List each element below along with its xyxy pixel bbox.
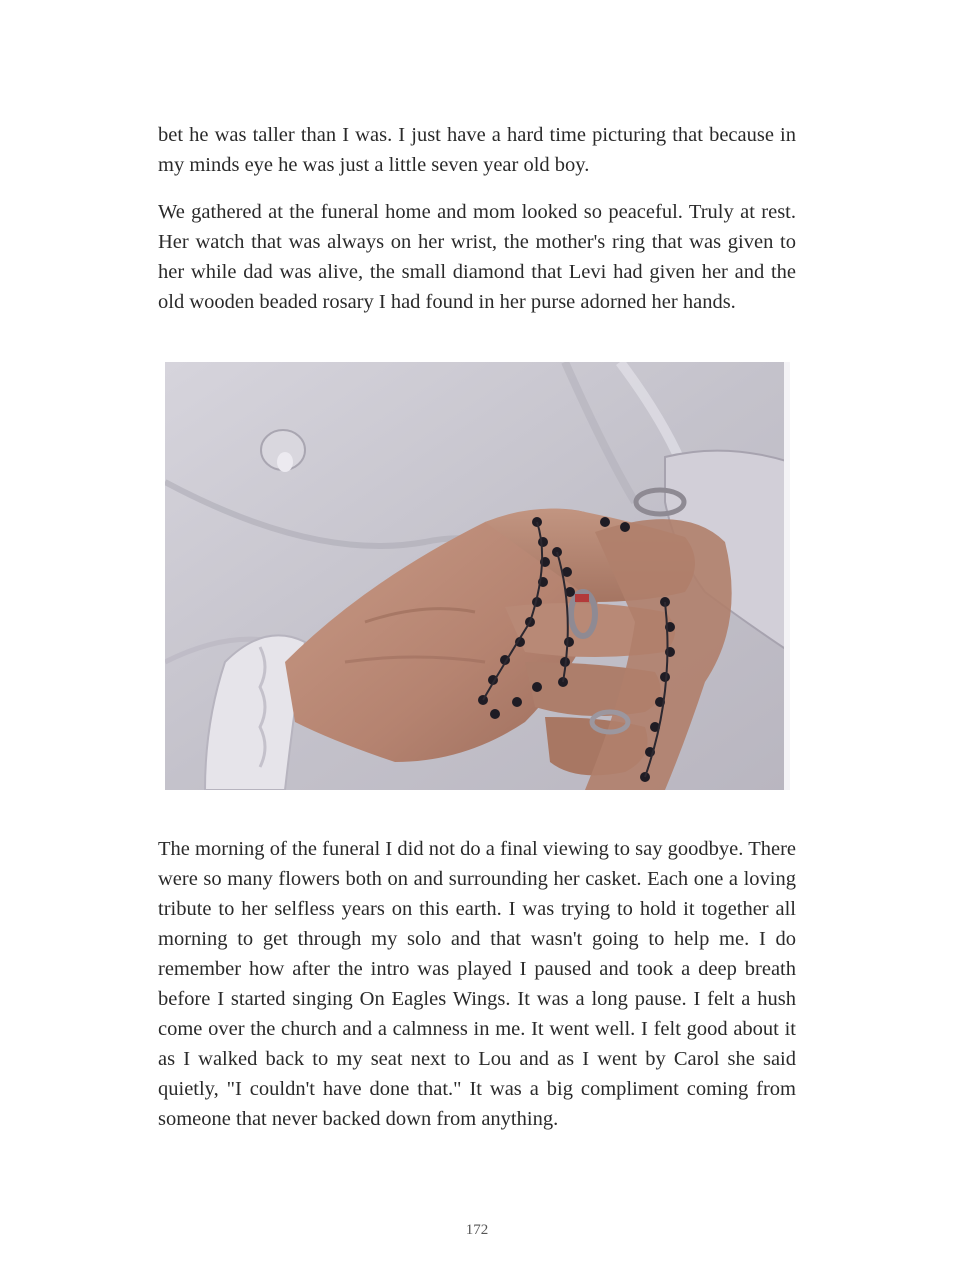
paragraph-3: The morning of the funeral I did not do a final viewing to say goodbye. There were so many flowers both on and surrounding her casket. Each one a loving tribute to her selfless years on this earth. I was trying to hold it together all morning to get through my solo and that wasn't going to help me. I do remember how after the intro was played I paused and took a deep breath before I started singing On Eagles Wings. It was a long pause. I felt a hush come over the church and a calmness in me. It went well. I felt good about it as I walked back to my seat next to Lou and as I went by Carol she said quietly, "I couldn't have done that." It was a big compliment coming from someone that never backed down from anything.: [158, 838, 796, 1130]
page-number: 172: [465, 1222, 489, 1238]
photo-hands-with-rosary: [165, 362, 790, 790]
paragraph-2: We gathered at the funeral home and mom looked so peaceful. Truly at rest. Her watch that was always on her wrist, the mother's ring that was given to her while dad was alive, the small diamond that Levi had given her and the old wooden beaded rosary I had found in her purse adorned her hands.: [158, 201, 796, 313]
paragraph-1: bet he was taller than I was. I just have a hard time picturing that because in my minds eye he was just a little seven year old boy.: [158, 124, 796, 176]
